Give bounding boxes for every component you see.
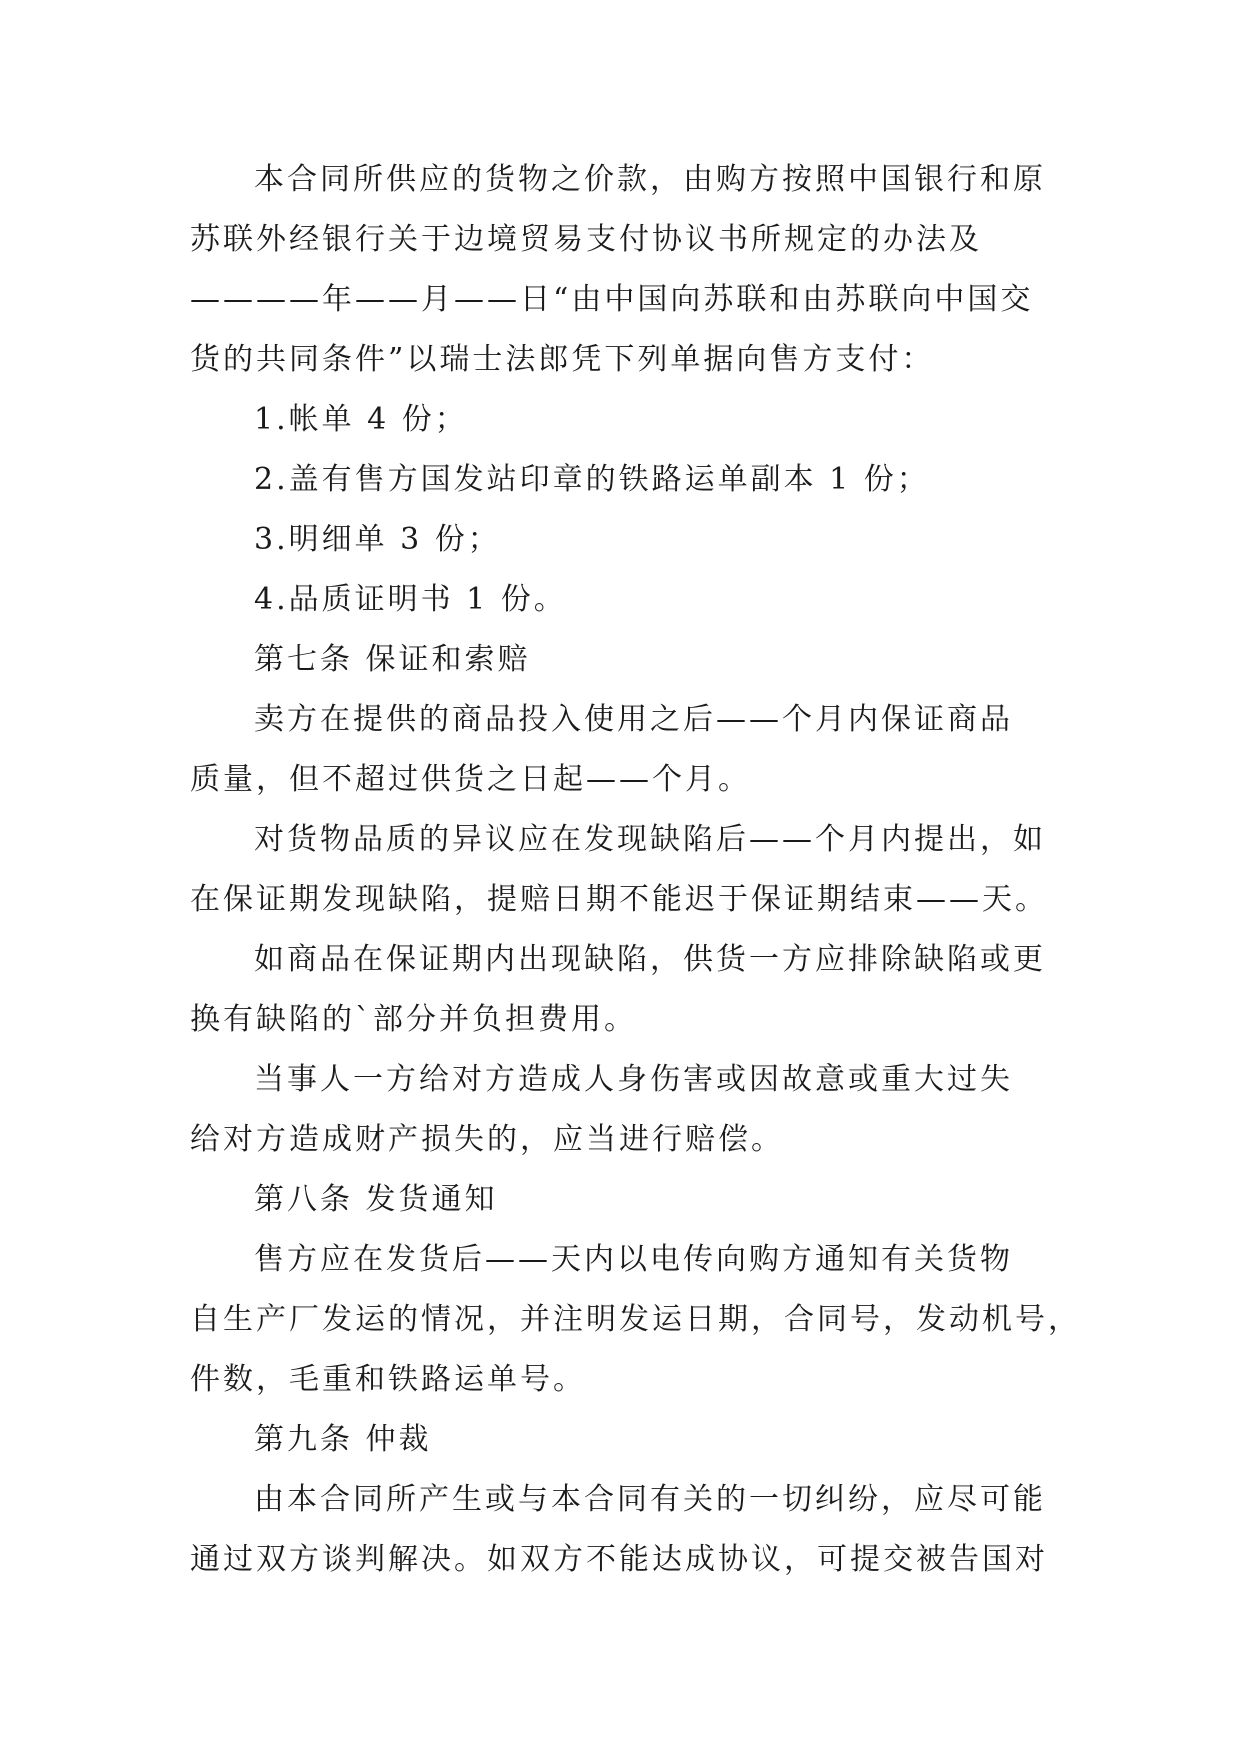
- document-body: [190, 150, 1081, 1590]
- paragraph-line: 在保证期发现缺陷，提赔日期不能迟于保证期结束——天。: [190, 882, 1048, 917]
- list-item: 2.盖有售方国发站印章的铁路运单副本 1 份；: [254, 462, 930, 497]
- section-heading: 第九条 仲裁: [254, 1422, 432, 1457]
- paragraph-line: 如商品在保证期内出现缺陷，供货一方应排除缺陷或更: [254, 942, 1046, 977]
- paragraph-line: 通过双方谈判解决。如双方不能达成协议，可提交被告国对: [190, 1542, 1048, 1577]
- list-item: 3.明细单 3 份；: [254, 522, 501, 557]
- paragraph-line: 当事人一方给对方造成人身伤害或因故意或重大过失: [254, 1062, 1013, 1097]
- paragraph-line: 本合同所供应的货物之价款，由购方按照中国银行和原: [254, 162, 1046, 197]
- paragraph-line: 货的共同条件”以瑞士法郎凭下列单据向售方支付：: [190, 342, 935, 377]
- list-item: 4.品质证明书 1 份。: [254, 582, 567, 617]
- paragraph-line: 由本合同所产生或与本合同有关的一切纠纷，应尽可能: [254, 1482, 1046, 1517]
- paragraph-line: 苏联外经银行关于边境贸易支付协议书所规定的办法及: [190, 222, 982, 257]
- paragraph-line: 对货物品质的异议应在发现缺陷后——个月内提出，如: [254, 822, 1046, 857]
- section-heading: 第八条 发货通知: [254, 1182, 498, 1217]
- paragraph-line: ————年——月——日“由中国向苏联和由苏联向中国交: [190, 282, 1034, 317]
- paragraph-line: 给对方造成财产损失的，应当进行赔偿。: [190, 1122, 784, 1157]
- paragraph-line: 换有缺陷的`部分并负担费用。: [190, 1002, 637, 1037]
- paragraph-line: 自生产厂发运的情况，并注明发运日期，合同号，发动机号，: [190, 1302, 1081, 1337]
- paragraph-line: 卖方在提供的商品投入使用之后——个月内保证商品: [254, 702, 1013, 737]
- paragraph-line: 质量，但不超过供货之日起——个月。: [190, 762, 751, 797]
- list-item: 1.帐单 4 份；: [254, 402, 468, 437]
- paragraph-line: 件数，毛重和铁路运单号。: [190, 1362, 586, 1397]
- section-heading: 第七条 保证和索赔: [254, 642, 531, 677]
- paragraph-line: 售方应在发货后——天内以电传向购方通知有关货物: [254, 1242, 1013, 1277]
